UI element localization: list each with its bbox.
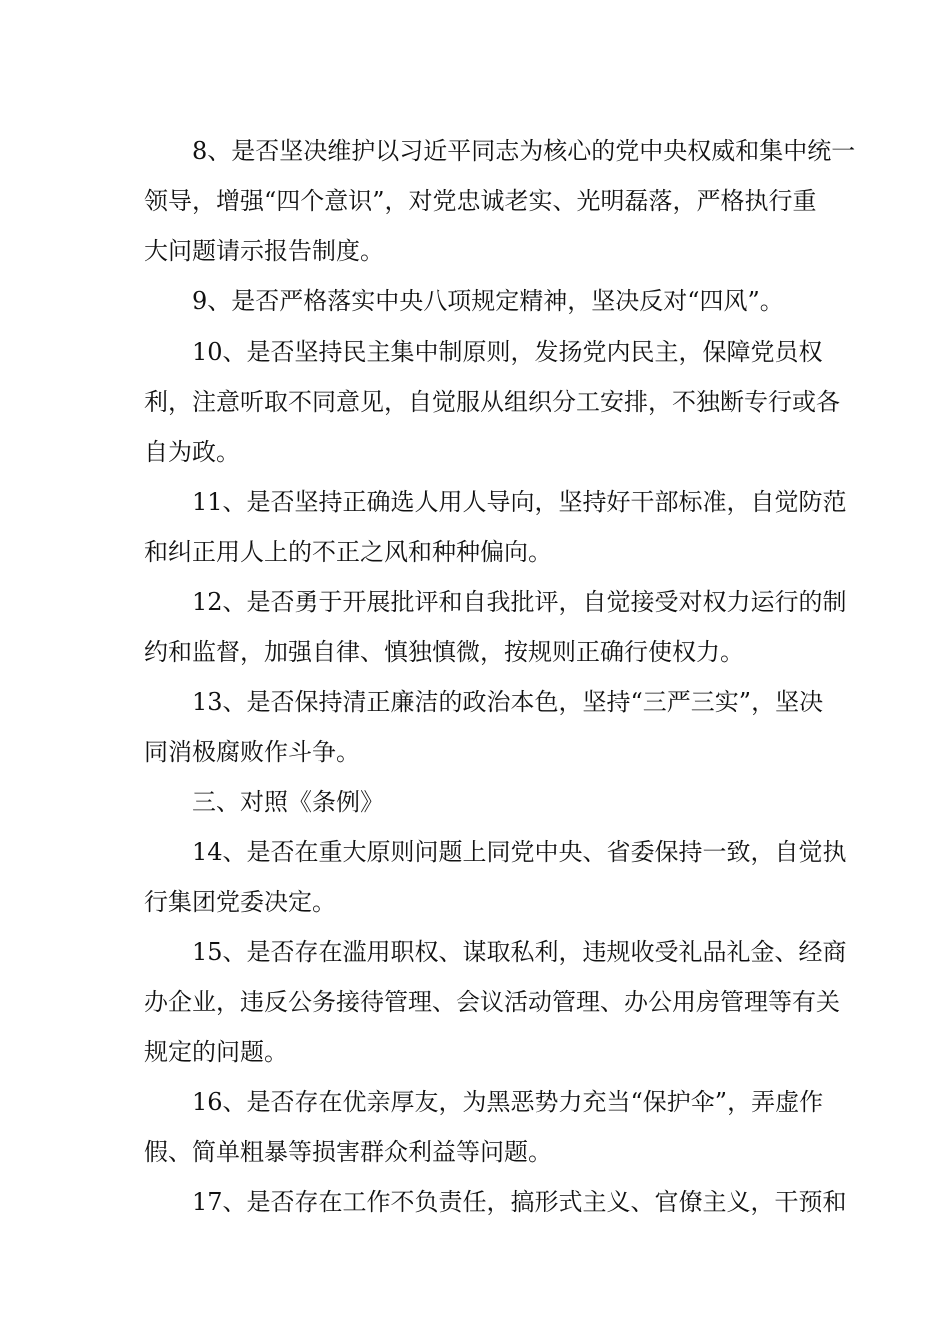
paragraph-10-line-2: 利，注意听取不同意见，自觉服从组织分工安排，不独断专行或各 (144, 388, 840, 416)
paragraph-8-line-1: 8、是否坚决维护以习近平同志为核心的党中央权威和集中统一 (192, 137, 856, 165)
paragraph-15-line-3: 规定的问题。 (144, 1038, 288, 1066)
paragraph-13-line-2: 同消极腐败作斗争。 (144, 738, 360, 766)
paragraph-8-line-3: 大问题请示报告制度。 (144, 237, 384, 265)
paragraph-11-line-1: 11、是否坚持正确选人用人导向，坚持好干部标准，自觉防范 (192, 488, 847, 516)
paragraph-16-line-2: 假、简单粗暴等损害群众利益等问题。 (144, 1138, 552, 1166)
paragraph-12-line-2: 约和监督，加强自律、慎独慎微，按规则正确行使权力。 (144, 638, 744, 666)
section-heading: 三、对照《条例》 (192, 788, 384, 816)
paragraph-10-line-3: 自为政。 (144, 438, 240, 466)
paragraph-16-line-1: 16、是否存在优亲厚友，为黑恶势力充当“保护伞”，弄虚作 (192, 1088, 824, 1116)
paragraph-10-line-1: 10、是否坚持民主集中制原则，发扬党内民主，保障党员权 (192, 338, 823, 366)
paragraph-11-line-2: 和纠正用人上的不正之风和种种偏向。 (144, 538, 552, 566)
paragraph-14-line-2: 行集团党委决定。 (144, 888, 336, 916)
paragraph-15-line-2: 办企业，违反公务接待管理、会议活动管理、办公用房管理等有关 (144, 988, 840, 1016)
paragraph-12-line-1: 12、是否勇于开展批评和自我批评，自觉接受对权力运行的制 (192, 588, 847, 616)
paragraph-9-line-1: 9、是否严格落实中央八项规定精神，坚决反对“四风”。 (192, 287, 784, 315)
paragraph-13-line-1: 13、是否保持清正廉洁的政治本色，坚持“三严三实”，坚决 (192, 688, 824, 716)
paragraph-15-line-1: 15、是否存在滥用职权、谋取私利，违规收受礼品礼金、经商 (192, 938, 847, 966)
paragraph-17-line-1: 17、是否存在工作不负责任，搞形式主义、官僚主义，干预和 (192, 1188, 847, 1216)
paragraph-8-line-2: 领导，增强“四个意识”，对党忠诚老实、光明磊落，严格执行重 (144, 187, 817, 215)
paragraph-14-line-1: 14、是否在重大原则问题上同党中央、省委保持一致，自觉执 (192, 838, 847, 866)
